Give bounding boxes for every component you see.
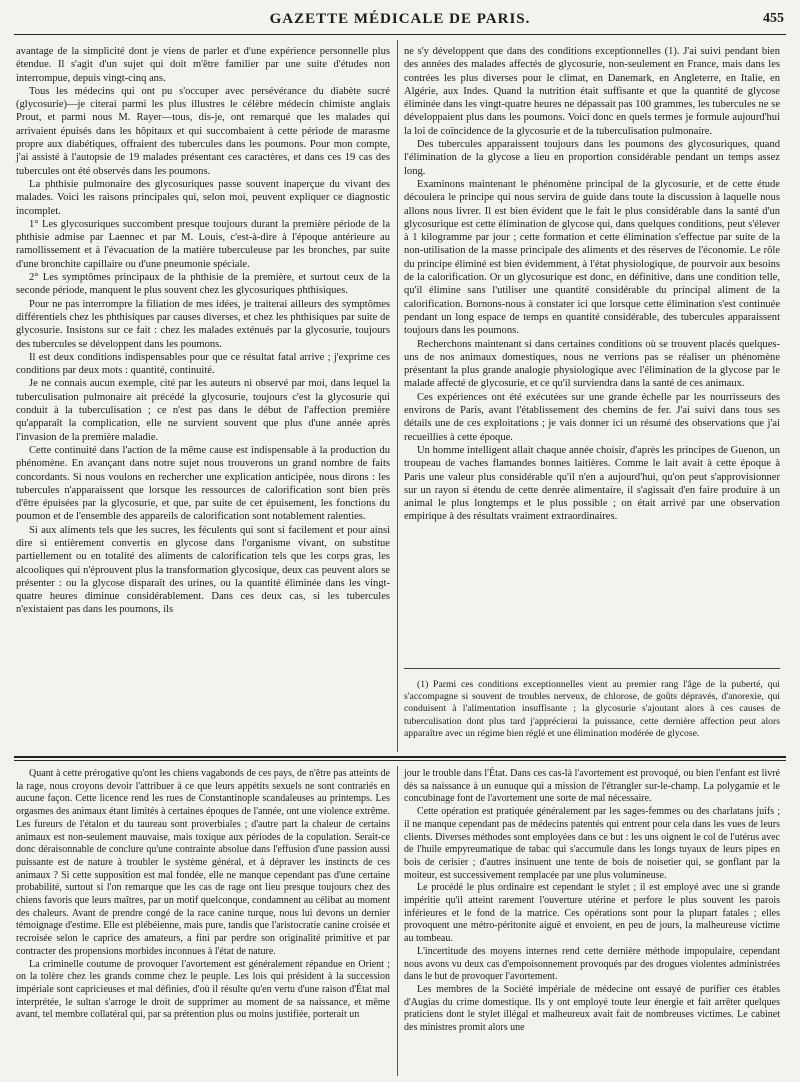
paragraph: Je ne connais aucun exemple, cité par les auteurs ni observé par moi, dans lequel la tuberculisation pulmonaire ait précédé la glycosurie, toujours c'est la glycosurie qui conduit à la tuberculisation ; ce n'est pas dans le début de l'affection première qu'apparaît la complication, elle ne survient souvent que plus d'une année après l'invasion de la première maladie. bbox=[16, 378, 390, 443]
column-divider bbox=[397, 40, 398, 752]
paragraph: 2° Les symptômes principaux de la phthisie de la première, et surtout ceux de la seconde période, manquent le plus souvent chez les glycosuriques phthisiques. bbox=[16, 272, 390, 297]
left-column bbox=[16, 45, 390, 617]
page-number: 455 bbox=[763, 11, 784, 26]
section-divider bbox=[14, 756, 786, 758]
paragraph: L'incertitude des moyens internes rend cette dernière méthode impopulaire, cependant nous avons vu deux cas d'empoisonnement provoqués par des drogues violentes administrées dans le but de provoquer l'avortement. bbox=[404, 945, 780, 983]
right-column bbox=[404, 45, 780, 524]
bottom-right-column bbox=[404, 768, 780, 1035]
paragraph: La criminelle coutume de provoquer l'avortement est généralement répandue en Orient ; on la tolère chez les grands comme chez le peuple. Les lois qui président à la succession impériale sont capricieuses et mal définies, d'où il résulte qu'en vertu d'une raison d'État mal interprétée, le sultan s'arroge le droit de supprimer au moment de sa naissance, et même avant, tel membre collatéral qui, par sa prétention plus ou moins justifiée, porterait un bbox=[16, 958, 390, 1021]
page-header bbox=[14, 8, 786, 35]
footnote-divider bbox=[404, 668, 780, 669]
paragraph: Si aux aliments tels que les sucres, les féculents qui sont si facilement et pour ainsi dire si entièrement convertis en glycose dans l'organisme vivant, on substitue partiellement ou en totalité des aliments de calorification tels que les corps gras, les alcooliques qui n'éprouvent plus la transformation glycosique, deux cas peuvent alors se présenter : ou la glycose disparaît des urines, ou la quantité éliminée dans les vingt-quatre heures diminue considérablement. Dans ces deux cas, si les tubercules n'existaient pas dans les poumons, ils bbox=[16, 524, 390, 616]
paragraph: ne s'y développent que dans des conditions exceptionnelles (1). J'ai suivi pendant bien des années des malades affectés de glycosurie, non-seulement en France, mais dans les contrées les plus diverses pour le climat, en Danemark, en Angleterre, en Italie, en Algérie, aux Indes. Quand la nutrition était suffisante et que la quantité de glycose éliminée dans les vingt-quatre heures ne dépassait pas 100 grammes, les tubercules ne se développaient plus dans les poumons. Voici donc en quels termes je formule aujourd'hui la loi de coïncidence de la glycosurie et de la tuberculisation pulmonaire. bbox=[404, 46, 780, 137]
paragraph: Quant à cette prérogative qu'ont les chiens vagabonds de ces pays, de n'être pas atteints de la rage, nous croyons devoir l'attribuer à ce que leurs appétits sexuels ne sont contrariés en aucune façon. Cette licence rend les rues de Constantinople scandaleuses au printemps. Les orgasmes des animaux étant limités à certaines époques de l'année, ont une violence extrême. Les fureurs de l'étalon et du taureau sont proverbiales ; d'autre part la chaleur de certains animaux est non-seulement mauvaise, mais toxique aux périodes de la copulation. Serait-ce donc déraisonnable de conclure qu'une contrainte absolue dans l'effusion d'une passion aussi puissante est de nature à troubler le système général, et à dépraver les instincts de ces animaux ? Si cette supposition est mal fondée, elle ne manque cependant pas d'une certaine probabilité, surtout si l'on remarque que les cas de rage ont lieu presque toujours chez des chiens favoris que leurs maîtres, par un motif quelconque, condamnent au célibat au moment des chaleurs. Avant de prendre congé de la race canine turque, nous lui devons un dernier témoignage d'estime. Elle est plébéienne, mais pure, tandis que l'aristocratie canine croisée et recroisée selon le caprice des amateurs, a fini par perdre son originalité primitive et par contracter des propensions morbides inconnues à l'état de nature. bbox=[16, 768, 390, 957]
paragraph: Un homme intelligent allait chaque année choisir, d'après les principes de Guenon, un troupeau de vaches flamandes bonnes laitières. Comme le lait avait à cette époque à Paris une valeur plus considérable qu'il n'en a aujourd'hui, qu'on peut s'approvisionner sur un rayon si étendu de cette denrée alimentaire, il s'agissait d'en faire produire à un animal le plus longtemps et le plus possible ; on était arrivé par une observation empirique à des résultats vraiment extraordinaires. bbox=[404, 444, 780, 523]
paragraph: Pour ne pas interrompre la filiation de mes idées, je traiterai ailleurs des symptômes différentiels chez les phthisiques par causes diverses, et chez les phthisiques par suite de glycosurie. Insistons sur ce fait : chez les malades exténués par la glycosurie, toujours des tubercules se développent dans les poumons. bbox=[16, 298, 390, 350]
paragraph: avantage de la simplicité dont je viens de parler et d'une expérience personnelle plus étendue. Il s'agit d'un sujet qui doit m'être familier par une suite d'études non interrompue, depuis vingt-cinq ans. bbox=[16, 46, 390, 84]
paragraph: Cette continuité dans l'action de la même cause est indispensable à la production du phénomène. En avançant dans notre sujet nous trouverons un grand nombre de faits concordants. Si nous voulons en rechercher une explication anticipée, nous dirons : les tubercules n'apparaissent que lorsque les ressources de calorification sont bien près d'être épuisées par la glycosurie, et que, par suite de cet épuisement, les fonctions du poumon et de l'ensemble des appareils de calorification sont notablement ralenties. bbox=[16, 444, 390, 523]
paragraph: Les membres de la Société impériale de médecine ont essayé de purifier ces étables d'Augias du crime domestique. Ils y ont employé toute leur énergie et fait arrêter quelques praticiens dont le stylet illégal et malheureux avait fait de nombreuses victimes. Le cabinet des ministres promit alors une bbox=[404, 983, 780, 1034]
paragraph: Recherchons maintenant si dans certaines conditions où se trouvent placés quelques-uns de nos animaux domestiques, nous ne verrions pas se réaliser un phénomène présentant la plus grande analogie physiologique avec l'élimination de la glycose par le malade affecté de glycosurie, et ce qu'il surviendra dans la santé de ces animaux. bbox=[404, 338, 780, 390]
paragraph: La phthisie pulmonaire des glycosuriques passe souvent inaperçue du vivant des malades. Voici les raisons principales qui, selon moi, peuvent expliquer ce diagnostic incomplet. bbox=[16, 178, 390, 217]
section-divider-secondary bbox=[14, 760, 786, 761]
paragraph: jour le trouble dans l'État. Dans ces cas-là l'avortement est provoqué, ou bien l'enfant est livré dès sa naissance à un eunuque qui a mission de l'étrangler sur-le-champ. La polygamie et le concubinage font de l'avortement une sorte de mal nécessaire. bbox=[404, 768, 780, 805]
paragraph: Des tubercules apparaissent toujours dans les poumons des glycosuriques, quand l'élimination de la glycose a lieu en proportion considérable pendant un temps assez long. bbox=[404, 139, 780, 177]
paragraph: Le procédé le plus ordinaire est cependant le stylet ; il est employé avec une si grande impéritie qu'il atteint rarement l'ouverture utérine et perfore le plus souvent les parois inférieures et le fond de la matrice. Ces opérations sont pour la plupart fatales ; elles provoquent une métro-péritonite aiguë et envoient, en peu de jours, la malheureuse victime au tombeau. bbox=[404, 882, 780, 945]
bottom-left-column bbox=[16, 768, 390, 1022]
paragraph: Cette opération est pratiquée généralement par les sages-femmes ou des charlatans juifs ; il ne manque cependant pas de médecins patentés qui entrent pour cela dans les vues de leurs clients. Diverses méthodes sont employées dans ce but : les uns oignent le col de l'utérus avec de l'huile empyreumatique de tabac qui s'accumule dans les longs tuyaux de leurs pipes en bois de cerisier ; d'autres insinuent une tente de bois de noisetier qui, se gonflant par la moiteur, est successivement remplacée par une plus volumineuse. bbox=[404, 806, 780, 881]
footnote bbox=[404, 679, 780, 740]
journal-title: GAZETTE MÉDICALE DE PARIS. bbox=[269, 11, 531, 27]
footnote-text: (1) Parmi ces conditions exceptionnelles vient au premier rang l'âge de la puberté, qui s'accompagne si souvent de troubles nerveux, de chlorose, de goûts dépravés, d'anorexie, qui conduisent à l'alimentation insuffisante ; la glycosurie s'ajoutant alors à ces causes de tuberculisation dont plus tard j'apprécierai la puissance, cette dernière affection peut alors apparaître avec un régime bien réglé et une élimination modérée de glycose. bbox=[404, 679, 780, 739]
paragraph: Tous les médecins qui ont pu s'occuper avec persévérance du diabète sucré (glycosurie)—je citerai parmi les plus illustres le célèbre médecin chimiste anglais Prout, et parmi nous M. Rayer—tous, dis-je, ont remarqué que les malades qui arrivaient épuisés dans les hôpitaux et qui succombaient à cette période de marasme propre aux diabétiques, offraient des tubercules dans les poumons. Pour mon compte, j'ai assisté à l'autopsie de 19 malades présentant ces caractères, et dans ces 19 cas des tubercules ont été observés dans les poumons. bbox=[16, 85, 390, 177]
bottom-column-divider bbox=[397, 766, 398, 1076]
paragraph: Ces expériences ont été exécutées sur une grande échelle par les nourrisseurs des environs de Paris, avant l'établissement des chemins de fer. J'ai suivi dans tous ses détails une de ces exploitations ; je vais donner ici un résumé des observations que j'ai recueillies à cette époque. bbox=[404, 391, 780, 443]
paragraph: Examinons maintenant le phénomène principal de la glycosurie, et de cette étude découlera le principe qui nous servira de guide dans toute la discussion à laquelle nous allons nous livrer. Il est bien évident que le fait le plus considérable dans la santé d'un glycosurique est cette élimination de glycose qui, dans quelques conditions, peut s'élever à 1 kilogramme par jour ; cette formation et cette élimination s'effectue par suite de la non-utilisation de la masse principale des aliments et des réserves de l'économie. Le rôle du principe éliminé est bien évidemment, à l'état physiologique, de pourvoir aux besoins de la calorification. Or un glycosurique est donc, en définitive, dans une condition telle, qu'il élimine sans l'utiliser une quantité considérable du principal aliment de la calorification. Bornons-nous à constater ici que lorsque cette élimination s'est continuée pendant un long espace de temps en quantité considérable, des tubercules apparaissent toujours dans les poumons. bbox=[404, 178, 780, 337]
paragraph: Il est deux conditions indispensables pour que ce résultat fatal arrive ; j'exprime ces conditions par deux mots : quantité, continuité. bbox=[16, 351, 390, 377]
paragraph: 1° Les glycosuriques succombent presque toujours durant la première période de la phthisie admise par Laennec et par M. Louis, c'est-à-dire à l'époque antérieure au ramollissement et à l'évacuation de la matière tuberculeuse par les bronches, par suite d'une bronchite capillaire ou d'une pneumonie spéciale. bbox=[16, 218, 390, 270]
